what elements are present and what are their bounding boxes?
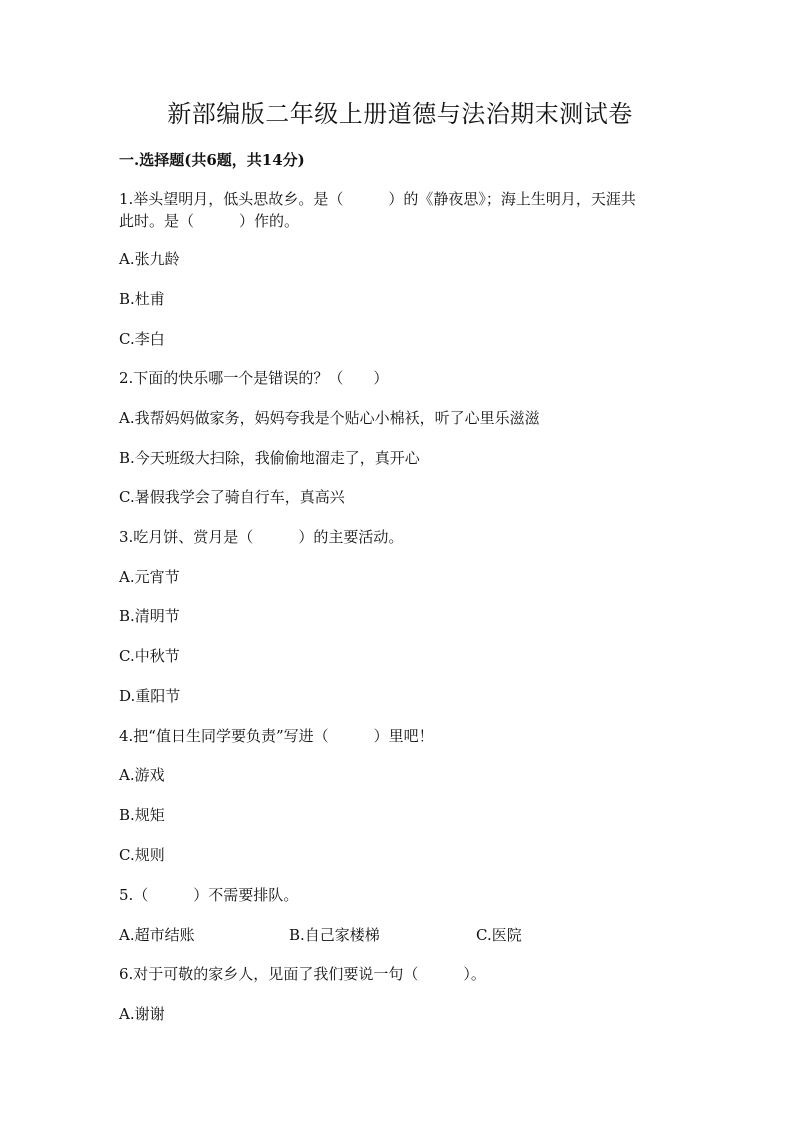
question-3-option-d: D.重阳节 [119,687,181,705]
question-6-option-a: A.谢谢 [119,1005,165,1023]
question-5-option-a: A.超市结账 [119,926,195,944]
question-4-text: 4.把“值日生同学要负责”写进（ ）里吧！ [119,727,434,745]
question-5-options [0,924,800,946]
question-5-option-c: C.医院 [476,926,522,944]
question-2-option-b: B.今天班级大扫除，我偷偷地溜走了，真开心 [119,449,420,467]
question-5-option-b: B.自己家楼梯 [289,926,380,944]
question-1-option-b: B.杜甫 [119,290,165,308]
question-1-line-1: 1.举头望明月，低头思故乡。是（ ）的《静夜思》；海上生明月，天涯共 [119,190,636,208]
page-title: 新部编版二年级上册道德与法治期末测试卷 [167,100,633,128]
question-4-option-b: B.规矩 [119,806,165,824]
question-3-text: 3.吃月饼、赏月是（ ）的主要活动。 [119,528,404,546]
question-1-line-2: 此时。是（ ）作的。 [119,212,300,230]
question-3-option-c: C.中秋节 [119,647,180,665]
question-2-text: 2.下面的快乐哪一个是错误的？（ ） [119,369,389,387]
question-4-option-c: C.规则 [119,846,165,864]
question-3-option-b: B.清明节 [119,607,180,625]
question-1-option-c: C.李白 [119,330,165,348]
question-6-text: 6.对于可敬的家乡人，见面了我们要说一句（ ）。 [119,965,486,983]
question-5-text: 5.（ ）不需要排队。 [119,886,299,904]
question-3-option-a: A.元宵节 [119,568,180,586]
question-1-option-a: A.张九龄 [119,250,180,268]
question-2-option-a: A.我帮妈妈做家务，妈妈夸我是个贴心小棉袄，听了心里乐滋滋 [119,409,540,427]
question-1-text [119,188,636,232]
question-4-option-a: A.游戏 [119,766,165,784]
section-heading: 一.选择题(共6题，共14分) [119,151,305,169]
question-2-option-c: C.暑假我学会了骑自行车，真高兴 [119,488,345,506]
